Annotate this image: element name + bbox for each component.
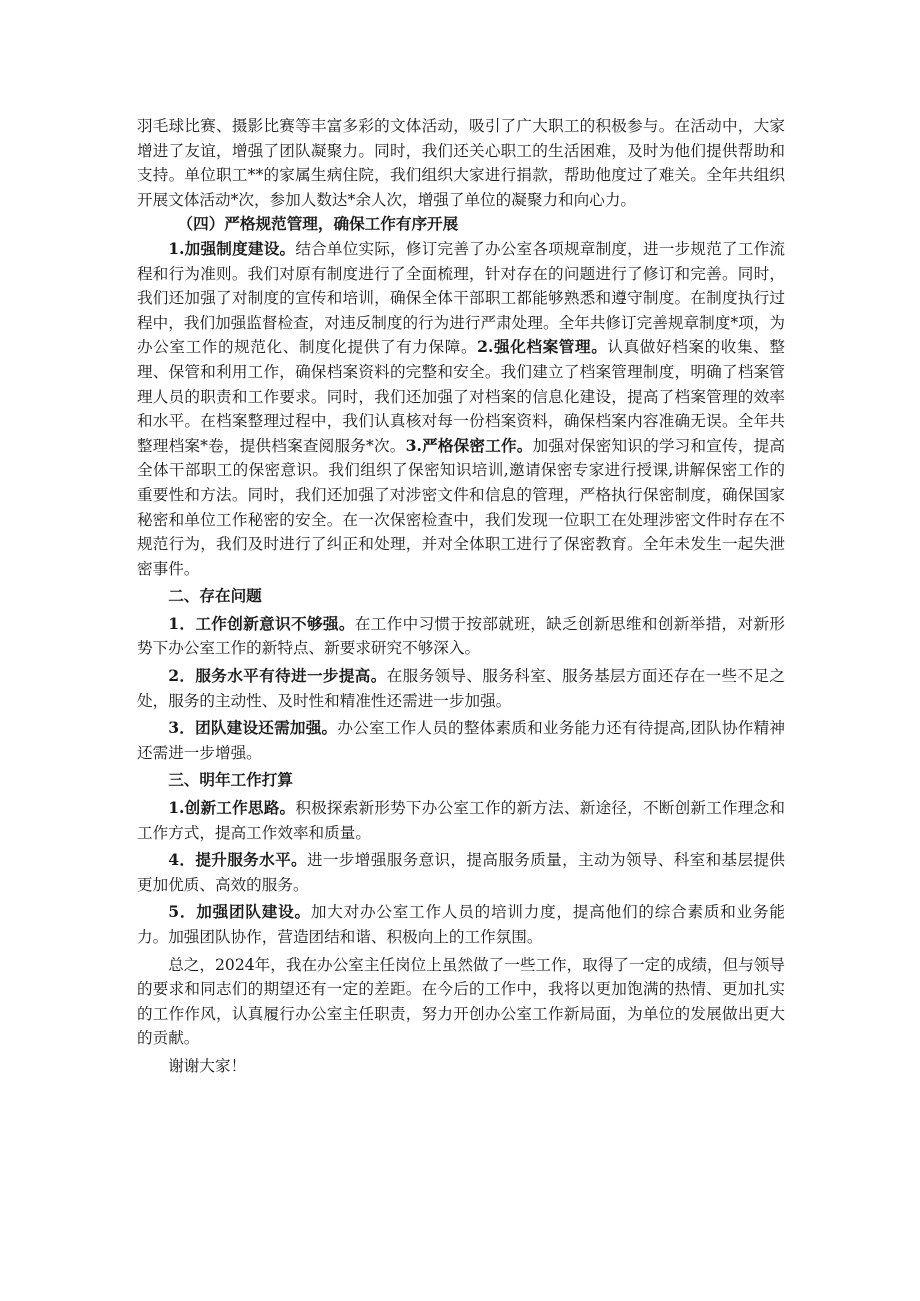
plan-text: 进一步增强服务意识，提高服务质量，主动为领导、科室和基层提供更加优质、高效的服务。 [137,851,785,894]
plan-text: 积极探索新形势下办公室工作的新方法、新途径，不断创新工作理念和工作方式，提高工作效率和质量。 [137,799,785,842]
problem-heading: 2．服务水平有待进一步提高。 [168,666,387,686]
section-heading-four: （四）严格规范管理，确保工作有序开展 [177,214,459,234]
section-heading-plans: 三、明年工作打算 [168,770,293,790]
paragraph-summary: 总之，2024年，我在办公室主任岗位上虽然做了一些工作，取得了一定的成绩，但与领导的要求和同志们的期望还有一定的差距。在今后的工作中，我将以更加饱满的热情、更加扎实的工作作风，认真履行办公室主任职责，努力开创办公室工作新局面，为单位的发展做出更大的贡献。 [137,955,785,1048]
problem-item [137,716,785,765]
item-text-system: 结合单位实际，修订完善了办公室各项规章制度，进一步规范了工作流程和行为准则。我们对原有制度进行了全面梳理，针对存在的问题进行了修订和完善。同时，我们还加强了对制度的宣传和培训，确保全体干部职工都能够熟悉和遵守制度。在制度执行过程中，我们加强监督检查，对违反制度的行为进行严肃处理。全年共修订完善规章制度*项，为办公室工作的规范化、制度化提供了有力保障。 [137,239,785,357]
item-text-archive: 认真做好档案的收集、整理、保管和利用工作，确保档案资料的完整和安全。我们建立了档案管理制度，明确了档案管理人员的职责和工作要求。同时，我们还加强了对档案的信息化建设，提高了档案管理的效率和水平。在档案整理过程中，我们认真核对每一份档案资料，确保档案内容准确无误。全年共整理档案*卷，提供档案查阅服务*次。 [137,338,785,455]
paragraph-activities: 羽毛球比赛、摄影比赛等丰富多彩的文体活动，吸引了广大职工的积极参与。在活动中，大家增进了友谊，增强了团队凝聚力。同时，我们还关心职工的生活困难，及时为他们提供帮助和支持。单位职工**的家属生病住院，我们组织大家进行捐款，帮助他度过了难关。全年共组织开展文体活动*次，参加人数达*余人次，增强了单位的凝聚力和向心力。 [137,117,785,209]
plan-item [137,848,785,897]
plan-text: 加大对办公室工作人员的培训力度，提高他们的综合素质和业务能力。加强团队协作，营造团结和谐、积极向上的工作氛围。 [137,903,785,946]
paragraph-management [137,237,785,581]
problem-text: 在服务领导、服务科室、服务基层方面还存在一些不足之处，服务的主动性、及时性和精准性还需进一步加强。 [137,667,785,710]
problem-text: 办公室工作人员的整体素质和业务能力还有待提高,团队协作精神还需进一步增强。 [137,719,785,762]
problem-item [137,612,785,661]
item-text-secrecy: 加强对保密知识的学习和宣传，提高全体干部职工的保密意识。我们组织了保密知识培训,邀请保密专家进行授课,讲解保密工作的重要性和方法。同时，我们还加强了对涉密文件和信息的管理，严格执行保密制度，确保国家秘密和单位工作秘密的安全。在一次保密检查中，我们发现一位职工在处理涉密文件时存在不规范行为，我们及时进行了纠正和处理，并对全体职工进行了保密教育。全年未发生一起失泄密事件。 [137,436,785,578]
problem-heading: 3．团队建设还需加强。 [168,718,338,738]
plan-heading: 5．加强团队建设。 [168,902,311,922]
problem-item [137,664,785,713]
problem-heading: 1．工作创新意识不够强。 [168,613,355,633]
section-heading-problems: 二、存在问题 [168,586,262,606]
item-heading-archive: 2.强化档案管理。 [477,337,608,357]
plan-heading: 1.创新工作思路。 [168,798,296,818]
item-heading-secrecy: 3.严格保密工作。 [405,435,533,455]
plan-item [137,900,785,949]
problem-text: 在工作中习惯于按部就班，缺乏创新思维和创新举措，对新形势下办公室工作的新特点、新要求研究不够深入。 [137,614,785,658]
paragraph-thanks: 谢谢大家！ [168,1056,247,1075]
document-page [137,114,785,1079]
item-heading-system: 1.加强制度建设。 [168,238,296,258]
plan-item [137,796,785,845]
plan-heading: 4．提升服务水平。 [168,850,307,870]
